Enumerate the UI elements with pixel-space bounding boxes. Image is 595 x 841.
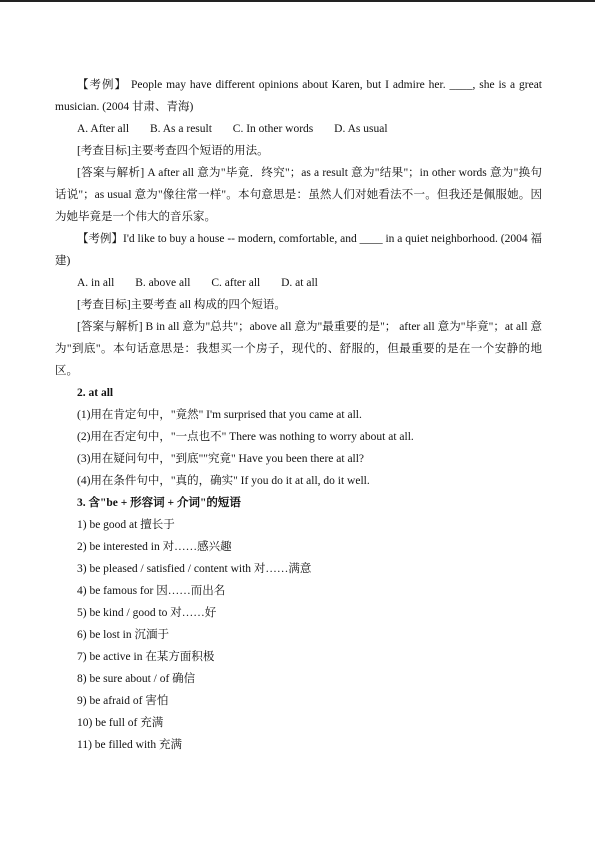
option-c: C. In other words	[232, 123, 314, 135]
section-3-item: 7) be active in 在某方面积极	[77, 651, 215, 663]
example-2-analysis: [答案与解析] B in all 意为"总共"；above all 意为"最重要的是"； after all 意为"毕竟"；at all 意为"到底"。本句话意思是：我想买一个房子，现代的、舒服的，但最重要的是在一个安静的地区。	[55, 321, 542, 377]
example-1-question: 【考例】 People may have different opinions about Karen, but I admire her. ____, she is a great musician. (2004 甘肃、青海)	[55, 79, 542, 113]
section-2-item: (3)用在疑问句中，"到底""究竟" Have you been there at all?	[77, 453, 365, 465]
section-3-item: 1) be good at 擅长于	[77, 519, 175, 531]
section-2-title: 2. at all	[77, 387, 114, 399]
option-d: D. at all	[281, 277, 318, 289]
example-1-analysis: [答案与解析] A after all 意为"毕竟．终究"；as a result 意为"结果"；in other words 意为"换句话说"；as usual 意为"像往常一样"。本句意思是：虽然人们对她看法不一。但我还是佩服她。因为她毕竟是一个伟大的音乐家。	[55, 167, 542, 223]
section-2-item: (1)用在肯定句中，"竟然" I'm surprised that you came at all.	[77, 409, 362, 421]
section-3-item: 2) be interested in 对……感兴趣	[77, 541, 232, 553]
document-body	[55, 74, 542, 756]
section-3-title: 3. 含"be + 形容词 + 介词"的短语	[77, 497, 241, 509]
option-d: D. As usual	[334, 123, 388, 135]
section-2-item: (4)用在条件句中，"真的，确实" If you do it at all, do it well.	[77, 475, 370, 487]
example-2-question: 【考例】I'd like to buy a house -- modern, comfortable, and ____ in a quiet neighborhood. (2004 福建)	[55, 233, 542, 267]
option-c: C. after all	[211, 277, 261, 289]
option-a: A. After all	[77, 123, 130, 135]
section-3-item: 8) be sure about / of 确信	[77, 673, 196, 685]
example-1-goal: [考查目标]主要考查四个短语的用法。	[77, 145, 269, 157]
section-3-item: 6) be lost in 沉湎于	[77, 629, 169, 641]
option-b: B. above all	[135, 277, 191, 289]
option-b: B. As a result	[149, 123, 212, 135]
section-3-item: 9) be afraid of 害怕	[77, 695, 169, 707]
example-1-options	[55, 118, 542, 140]
section-3-item: 11) be filled with 充满	[77, 739, 182, 751]
section-2-item: (2)用在否定句中，"一点也不" There was nothing to worry about at all.	[77, 431, 414, 443]
header-rule	[0, 0, 595, 2]
option-a: A. in all	[77, 277, 115, 289]
example-2-options	[55, 272, 542, 294]
section-3-item: 3) be pleased / satisfied / content with 对……满意	[77, 563, 312, 575]
example-2-goal: [考查目标]主要考查 all 构成的四个短语。	[77, 299, 286, 311]
section-3-item: 4) be famous for 因……而出名	[77, 585, 226, 597]
section-3-item: 10) be full of 充满	[77, 717, 164, 729]
section-3-item: 5) be kind / good to 对……好	[77, 607, 217, 619]
